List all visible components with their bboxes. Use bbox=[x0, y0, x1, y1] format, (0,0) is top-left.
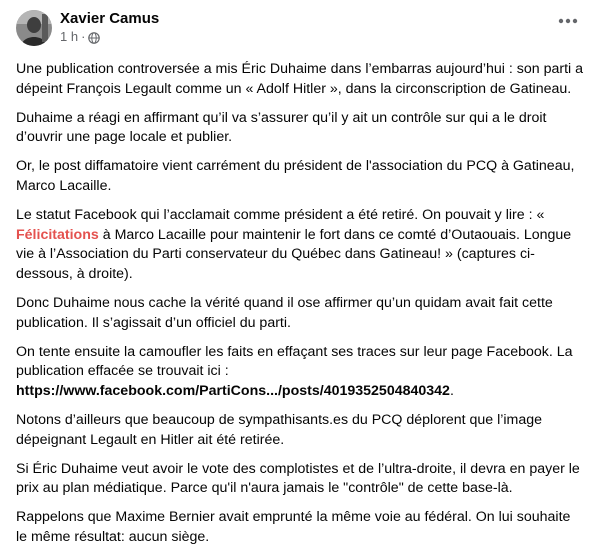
globe-icon[interactable] bbox=[88, 31, 100, 43]
paragraph-4 bbox=[16, 206, 584, 284]
paragraph-9: Rappelons que Maxime Bernier avait emprunté la même voie au fédéral. On lui souhaite le même résultat: aucun siège. bbox=[16, 509, 571, 545]
paragraph-4-end: à Marco Lacaille pour maintenir le fort dans ce comté d’Outaouais. Longue vie à l’Association du Parti conservateur du Québec dans Gatineau! » (captures ci-dessous, à droite). bbox=[16, 226, 572, 282]
avatar[interactable] bbox=[16, 10, 52, 46]
paragraph-5: Donc Duhaime nous cache la vérité quand il ose affirmer qu’un quidam avait fait cette publication. Il s’agissait d’un officiel du parti. bbox=[16, 294, 553, 331]
author-name[interactable]: Xavier Camus bbox=[60, 10, 160, 27]
paragraph-7: Notons d’ailleurs que beaucoup de sympathisants.es du PCQ déplorent que l’image dépeignant Legault en Hitler ait été retirée. bbox=[16, 411, 543, 448]
paragraph-2: Duhaime a réagi en affirmant qu’il va s’assurer qu’il y ait un contrôle sur qui a le droit d’ouvrir une page locale et publier. bbox=[16, 109, 547, 146]
paragraph-4-start: Le statut Facebook qui l’acclamait comme président a été retiré. On pouvait y lire : « bbox=[16, 207, 545, 224]
paragraph-3: Or, le post diffamatoire vient carrément du président de l'association du PCQ à Gatineau, Marco Lacaille. bbox=[16, 158, 575, 194]
post-subline bbox=[60, 28, 159, 45]
more-options-icon[interactable] bbox=[550, 6, 586, 36]
post-time[interactable]: 1 h bbox=[60, 29, 79, 44]
paragraph-1: Une publication controversée a mis Éric Duhaime dans l’embarras aujourd’hui : son parti a dépeint François Legault comme un « Adolf Hitler », dans la circonscription de Gatineau. bbox=[16, 61, 583, 97]
paragraph-8: Si Éric Duhaime veut avoir le vote des complotistes et de l’ultra-droite, il devra en payer le prix au plan médiatique. Parce qu'il n'aura jamais le "contrôle" de cette base-là. bbox=[16, 460, 580, 497]
paragraph-6-period: . bbox=[449, 382, 454, 399]
paragraph-6-text: On tente ensuite la camoufler les faits en effaçant ses traces sur leur page Facebook. La publication effacée se trouvait ici : bbox=[16, 343, 573, 380]
post-meta bbox=[60, 9, 159, 45]
post-link[interactable]: https://www.facebook.com/PartiCons.../posts/4019352504840342 bbox=[16, 382, 450, 399]
paragraph-6 bbox=[16, 343, 584, 402]
post-body bbox=[16, 60, 584, 547]
avatar-image bbox=[16, 10, 52, 46]
post-header bbox=[16, 8, 584, 54]
highlighted-word[interactable]: Félicitations bbox=[16, 226, 99, 243]
separator-dot: · bbox=[81, 29, 86, 44]
